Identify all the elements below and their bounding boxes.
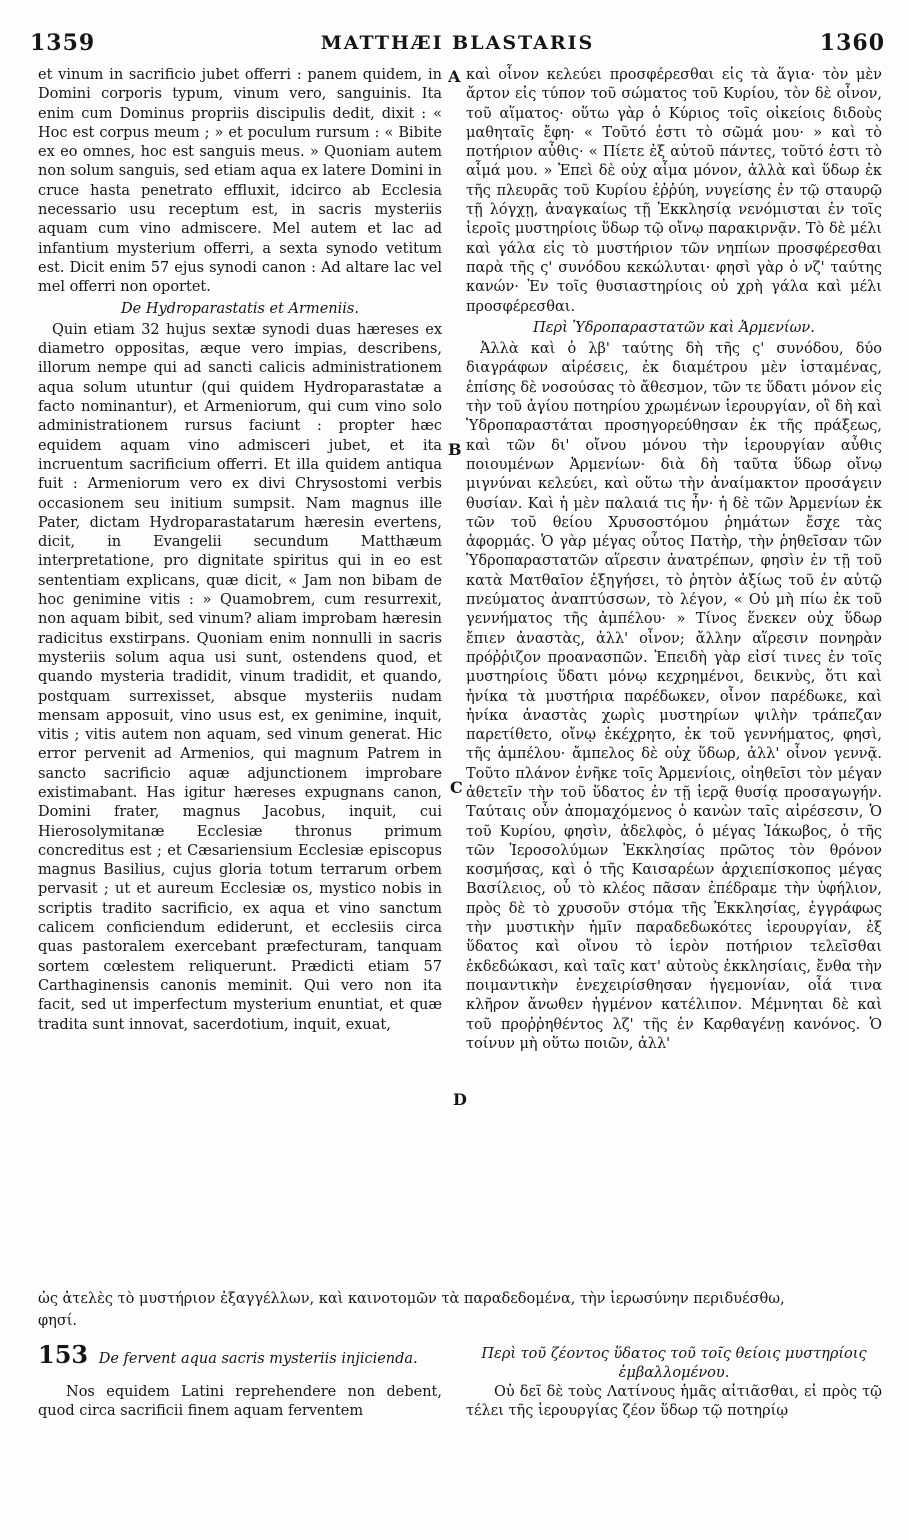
section-number: 153 xyxy=(38,1340,89,1369)
margin-letter-a: A xyxy=(448,67,461,86)
margin-letter-c: C xyxy=(450,778,463,797)
greek-section-heading: Περὶ Ὑδροπαραστατῶν καὶ Ἀρμενίων. xyxy=(533,319,815,336)
latin-paragraph-1: et vinum in sacrificio jubet offerri : panem quidem, in Domini corporis typum, vinum vero, sanguinis. Ita enim cum Dominus propriis discipulis dedit, dixit : « Hoc est corpus meum ; » et poculum rursum : « Bibite ex eo omnes, hoc est sanguis meus. » Quoniam autem non solum sanguis, sed etiam aqua ex latere Domini in cruce hasta penetrato effluxit, idcirco ab Ecclesia necessario usu receptum est, in sacris mysteriis aquam cum vino admiscere. Mel autem et lac ad infantium mysterium offerri, a sexta synodo vetitum est. Dicit enim 57 ejus synodi canon : Ad altare lac vel mel offerri non oportet. xyxy=(38,67,442,296)
margin-letter-d: D xyxy=(453,1090,467,1109)
page-number-right: 1360 xyxy=(819,30,885,56)
spanning-line-tail: φησί. xyxy=(38,1313,78,1329)
page-header xyxy=(30,30,885,60)
running-title: MATTHÆI BLASTARIS xyxy=(320,32,595,54)
spanning-greek-line: ὡς ἀτελὲς τὸ μυστήριον ἐξαγγέλλων, καὶ καινοτομῶν τὰ παραδεδομένα, τὴν ἱερωσύνην περιδυέσθω, xyxy=(38,1291,785,1307)
page-number-left: 1359 xyxy=(30,30,96,56)
latin-paragraph-2: Quin etiam 32 hujus sextæ synodi duas hæreses ex diametro oppositas, æque vero impias, describens, illorum nempe qui ad sancti calicis administrationem aqua solum utuntur (qui quidem Hydroparastatæ a facto nominantur), et Armeniorum, qui cum vino solo administrationem rursus faciunt : propter hæc equidem aquam vino admisceri jubet, et ita incruentum sacrificium offerri. Et illa quidem antiqua fuit : Armeniorum vero ex divi Chrysostomi verbis occasionem seu initium sumpsit. Nam magnus ille Pater, dictam Hydroparastatarum hæresin evertens, dicit, in Evangelii secundum Matthæum interpretatione, pro dignitate spiritus qui in eo est sententiam explicans, quæ dicit, « Jam non bibam de hoc genimine vitis : » Quamobrem, cum resurrexit, non aquam bibit, sed vinum? aliam improbam hæresin radicitus exstirpans. Quoniam enim nonnulli in sacris mysteriis solum aqua usi sunt, ostendens quod, et quando mysteria tradidit, vinum tradidit, et quando, postquam surrexisset, absque mysteriis nudam mensam apposuit, vino usus est, ex genimine, inquit, vitis ; vitis autem non aquam, sed vinum generat. Hic error pervenit ad Armenios, qui magnum Patrem in sancto sacrificio aquæ adjunctionem improbare existimabant. Has igitur hæreses expugnans canon, Domini frater, magnus Jacobus, inquit, cui Hierosolymitanæ Ecclesiæ thronus primum concreditus est ; et Cæsariensium Ecclesiæ episcopus magnus Basilius, cujus gloria totum terrarum orbem pervasit ; ut et aureum Ecclesiæ os, mystico nobis in scriptis tradito sacrificio, ex aqua et vino sanctum calicem conficiendum ediderunt, et ecclesiis circa quas pastoralem exercebant præfecturam, tanquam sortem cœlestem reliquerunt. Prædicti etiam 57 Carthaginensis canonis meminit. Qui vero non ita facit, sed ut imperfectum mysterium enuntiat, et quæ tradita sunt innovat, sacerdotium, inquit, exuat, xyxy=(38,321,442,1033)
section-text-greek: Οὐ δεῖ δὲ τοὺς Λατίνους ἡμᾶς αἰτιᾶσθαι, εἰ πρὸς τῷ τέλει τῆς ἱερουργίας ζέον ὕδωρ τῷ ποτηρίῳ xyxy=(466,1384,882,1420)
latin-section-heading: De Hydroparastatis et Armeniis. xyxy=(121,300,359,317)
greek-paragraph-1: καὶ οἶνον κελεύει προσφέρεσθαι εἰς τὰ ἅγια· τὸν μὲν ἄρτον εἰς τύπον τοῦ σώματος τοῦ Κυρίου, τὸν δὲ οἶνον, τοῦ αἵματος· οὕτω γὰρ ὁ Κύριος τοῖς οἰκείοις διδοὺς μαθηταῖς ἔφη· « Τοῦτό ἐστι τὸ σῶμά μου· » καὶ τὸ ποτήριον αὖθις· « Πίετε ἐξ αὐτοῦ πάντες, τοῦτό ἐστι τὸ αἷμά μου. » Ἐπεὶ δὲ οὐχ αἷμα μόνον, ἀλλὰ καὶ ὕδωρ ἐκ τῆς πλευρᾶς τοῦ Κυρίου ἐῤῥύη, νυγείσης ἐν τῷ σταυρῷ τῇ λόγχῃ, ἀναγκαίως τῇ Ἐκκλησίᾳ νενόμισται ἐν τοῖς ἱεροῖς μυστηρίοις ὕδωρ τῷ οἴνῳ παρακιρνᾷν. Τὸ δὲ μέλι καὶ γάλα εἰς τὸ μυστήριον τῶν νηπίων προσφέρεσθαι παρὰ τῆς ς' συνόδου κεκώλυται· φησὶ γὰρ ὁ νζ' ταύτης κανών· Ἐν τοῖς θυσιαστηρίοις οὐ χρὴ γάλα καὶ μέλι προσφέρεσθαι. xyxy=(466,67,882,315)
section-title-greek: Περὶ τοῦ ζέοντος ὕδατος τοῦ τοῖς θείοις μυστηρίοις ἐμβαλλομένου. xyxy=(481,1346,867,1382)
margin-letter-b: B xyxy=(448,440,462,459)
greek-paragraph-2: Ἀλλὰ καὶ ὁ λβ' ταύτης δὴ τῆς ς' συνόδου, δύο διαγράφων αἱρέσεις, ἐκ διαμέτρου μὲν ἱσταμένας, ἐπίσης δὲ νοσούσας τὸ ἄθεσμον, τῶν τε ὕδατι μόνον εἰς τὴν τοῦ ἁγίου ποτηρίου χρωμένων ἱερουργίαν, οἳ δὴ καὶ Ὑδροπαραστάται προσηγορεύθησαν ἐκ τῆς πράξεως, καὶ τῶν δι' οἴνου μόνου τὴν ἱερουργίαν αὖθις ποιουμένων Ἀρμενίων· διὰ δὴ ταῦτα ὕδωρ οἴνῳ μιγνύναι κελεύει, καὶ οὕτω τὴν ἀναίμακτον προσάγειν θυσίαν. Καὶ ἡ μὲν παλαιά τις ἦν· ἡ δὲ τῶν Ἀρμενίων ἐκ τῶν τοῦ θείου Χρυσοστόμου ῥημάτων ἔσχε τὰς ἀφορμάς. Ὁ γὰρ μέγας οὗτος Πατὴρ, τὴν ῥηθεῖσαν τῶν Ὑδροπαραστατῶν αἵρεσιν ἀνατρέπων, φησὶν ἐν τῇ τοῦ κατὰ Ματθαῖον ἐξηγήσει, τὸ ῥητὸν ἀξίως τοῦ ἐν αὐτῷ πνεύματος ἀναπτύσσων, τὸ λέγον, « Οὐ μὴ πίω ἐκ τοῦ γεννήματος τῆς ἀμπέλου· » Τίνος ἕνεκεν οὐχ ὕδωρ ἔπιεν ἀναστὰς, ἀλλ' οἶνον; ἄλλην αἵρεσιν πονηρὰν πρόῤῥιζον προανασπῶν. Ἐπειδὴ γὰρ εἰσί τινες ἐν τοῖς μυστηρίοις ὕδατι μόνῳ κεχρημένοι, δεικνὺς, ὅτι καὶ ἡνίκα τὰ μυστήρια παρέδωκεν, οἶνον παρέδωκε, καὶ ἡνίκα ἀναστὰς χωρὶς μυστηρίων ψιλὴν τράπεζαν παρετίθετο, οἴνῳ ἐκέχρητο, ἐκ τοῦ γεννήματος, φησὶ, τῆς ἀμπέλου· ἄμπελος δὲ οὐχ ὕδωρ, ἀλλ' οἶνον γεννᾷ. Τοῦτο πλάνον ἐνῆκε τοῖς Ἀρμενίοις, οἰηθεῖσι τὸν μέγαν ἀθετεῖν τὴν τοῦ ὕδατος ἐν τῇ ἱερᾷ θυσίᾳ προσαγωγήν. Ταύταις οὖν ἀπομαχόμενος ὁ κανὼν ταῖς αἱρέσεσιν, Ὁ τοῦ Κυρίου, φησὶν, ἀδελφὸς, ὁ μέγας Ἰάκωβος, ὁ τῆς τῶν Ἱεροσολύμων Ἐκκλησίας πρῶτος τὸν θρόνον κοσμήσας, καὶ ὁ τῆς Καισαρέων ἀρχιεπίσκοπος μέγας Βασίλειος, οὗ τὸ κλέος πᾶσαν ἐπέδραμε τὴν ὑφήλιον, πρὸς δὲ τὸ χρυσοῦν στόμα τῆς Ἐκκλησίας, ἐγγράφως τὴν μυστικὴν ἡμῖν παραδεδωκότες ἱερουργίαν, ἐξ ὕδατος καὶ οἴνου τὸ ἱερὸν ποτήριον τελεῖσθαι ἐκδεδώκασι, καὶ ταῖς κατ' αὐτοὺς ἐκκλησίαις, ἔνθα τὴν ποιμαντικὴν ἐνεχειρίσθησαν ἡγεμονίαν, οἷά τινα κλῆρον ἄνωθεν ἠγμένον κατέλιπον. Μέμνηται δὲ καὶ τοῦ προῤῥηθέντος λζ' τῆς ἐν Καρθαγένῃ κανόνος. Ὁ τοίνυν μὴ οὕτω ποιῶν, ἀλλ' xyxy=(466,341,882,1052)
section-title-latin: De fervent aqua sacris mysteriis injicienda. xyxy=(98,1351,418,1367)
section-text-latin: Nos equidem Latini reprehendere non debent, quod circa sacrificii finem aquam ferventem xyxy=(38,1384,442,1420)
section-heading-greek xyxy=(466,1345,882,1384)
latin-column xyxy=(38,66,442,1035)
section-heading-latin xyxy=(38,1340,442,1369)
greek-column xyxy=(466,66,882,1054)
